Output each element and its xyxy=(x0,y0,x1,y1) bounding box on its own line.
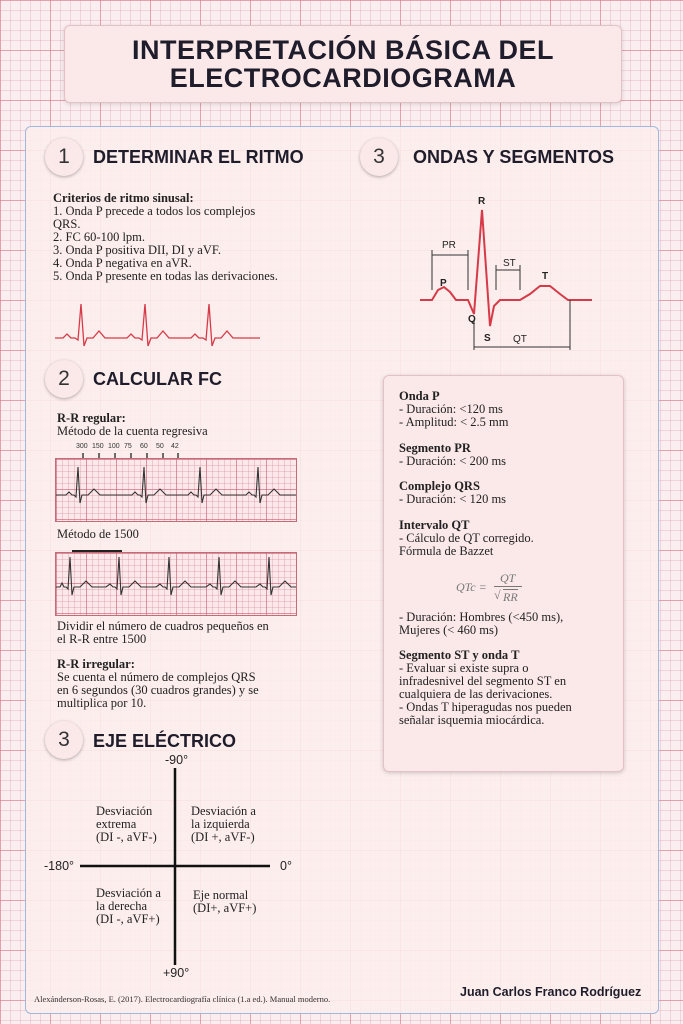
section-waves-number: 3 xyxy=(360,138,398,176)
bazzet-formula xyxy=(456,571,536,605)
countdown-value: 50 xyxy=(156,443,164,450)
method-1500-label: Método de 1500 xyxy=(57,527,139,541)
criteria-item: 4. Onda P negativa en aVR. xyxy=(53,256,192,270)
countdown-value: 75 xyxy=(124,443,132,450)
intervalo-qt-line: - Duración: Hombres (<450 ms), xyxy=(399,610,564,624)
page-title-line-1: INTERPRETACIÓN BÁSICA DEL xyxy=(131,35,554,65)
ecg-wave-diagram xyxy=(420,190,600,360)
sqrt-icon: √ xyxy=(494,588,501,602)
segmento-pr-line: - Duración: < 200 ms xyxy=(399,454,507,468)
irregular-rr-line: multiplica por 10. xyxy=(57,696,147,710)
quadrant-line: (DI+, aVF+) xyxy=(193,901,257,915)
label-t: T xyxy=(542,271,549,282)
countdown-ecg-trace xyxy=(56,459,296,521)
segmento-st-heading: Segmento ST y onda T xyxy=(399,648,520,662)
irregular-rr-line: en 6 segundos (30 cuadros grandes) y se xyxy=(57,683,259,697)
label-pr: PR xyxy=(442,240,456,251)
section-1-title: DETERMINAR EL RITMO xyxy=(93,147,304,167)
segmento-st-line: infradesnivel del segmento ST en xyxy=(399,674,567,688)
onda-p-line: - Duración: <120 ms xyxy=(399,402,503,416)
fraction-bar xyxy=(494,586,522,587)
onda-p-block xyxy=(399,390,509,429)
countdown-value: 150 xyxy=(92,443,104,450)
intervalo-qt-heading: Intervalo QT xyxy=(399,518,470,532)
countdown-value: 100 xyxy=(108,443,120,450)
criteria-heading: Criterios de ritmo sinusal: xyxy=(53,191,194,205)
quadrant-top-left xyxy=(96,805,157,844)
criteria-item: 5. Onda P presente en todas las derivaciones. xyxy=(53,269,278,283)
quadrant-line: Desviación a xyxy=(96,886,161,900)
rhythm-criteria xyxy=(53,192,278,283)
irregular-rr-block xyxy=(57,658,259,710)
method-1500-desc xyxy=(57,620,269,646)
section-axis-number: 3 xyxy=(45,721,83,759)
complejo-qrs-line: - Duración: < 120 ms xyxy=(399,492,507,506)
reference-citation: Alexánderson-Rosas, E. (2017). Electrocardiografía clínica (1.a ed.). Manual moderno. xyxy=(34,994,331,1004)
onda-p-heading: Onda P xyxy=(399,389,440,403)
countdown-method-label: Método de la cuenta regresiva xyxy=(57,424,208,438)
method-1500-line: el R-R entre 1500 xyxy=(57,632,147,646)
formula-denominator: RR xyxy=(503,590,518,604)
quadrant-line: Eje normal xyxy=(193,888,249,902)
criteria-item: 2. FC 60-100 lpm. xyxy=(53,230,146,244)
intervalo-qt-line: Fórmula de Bazzet xyxy=(399,544,494,558)
formula-numerator: QT xyxy=(500,571,516,585)
segmento-st-line: - Evaluar si existe supra o xyxy=(399,661,529,675)
label-s: S xyxy=(484,333,491,344)
formula-lhs: QTc = xyxy=(456,580,487,594)
segmento-st-line: señalar isquemia miocárdica. xyxy=(399,713,545,727)
quadrant-bottom-left xyxy=(96,887,161,926)
quadrant-line: extrema xyxy=(96,817,137,831)
complejo-qrs-heading: Complejo QRS xyxy=(399,479,480,493)
quadrant-line: la derecha xyxy=(96,899,148,913)
axis-diagram xyxy=(60,760,300,970)
section-2-number: 2 xyxy=(45,360,83,398)
regular-rr-block xyxy=(57,412,208,438)
wave-values-box xyxy=(383,375,624,772)
criteria-item: 3. Onda P positiva DII, DI y aVF. xyxy=(53,243,221,257)
page-title-line-2: ELECTROCARDIOGRAMA xyxy=(169,63,517,93)
intervalo-qt-line: - Cálculo de QT corregido. xyxy=(399,531,534,545)
author-name: Juan Carlos Franco Rodríguez xyxy=(460,985,642,999)
countdown-value: 42 xyxy=(171,443,179,450)
criteria-item: 1. Onda P precede a todos los complejos xyxy=(53,204,256,218)
regular-rr-heading: R-R regular: xyxy=(57,411,126,425)
method-1500-line: Dividir el número de cuadros pequeños en xyxy=(57,619,269,633)
intervalo-qt-line: Mujeres (< 460 ms) xyxy=(399,623,499,637)
intervalo-qt-duration xyxy=(399,611,563,637)
quadrant-line: (DI +, aVF-) xyxy=(191,830,255,844)
quadrant-line: (DI -, aVF+) xyxy=(96,912,160,926)
section-waves-title: ONDAS Y SEGMENTOS xyxy=(413,147,615,167)
label-q: Q xyxy=(468,314,476,325)
label-r: R xyxy=(478,196,486,207)
countdown-value: 300 xyxy=(76,443,88,450)
sinus-rhythm-trace xyxy=(55,300,265,350)
quadrant-line: (DI -, aVF-) xyxy=(96,830,157,844)
segmento-pr-heading: Segmento PR xyxy=(399,441,471,455)
quadrant-top-right xyxy=(191,805,256,844)
label-st: ST xyxy=(503,258,516,269)
irregular-rr-line: Se cuenta el número de complejos QRS xyxy=(57,670,256,684)
complejo-qrs-block xyxy=(399,480,506,506)
method-1500-ecg-trace xyxy=(56,553,296,615)
quadrant-bottom-right xyxy=(193,889,256,915)
criteria-item: QRS. xyxy=(53,217,81,231)
intervalo-qt-block xyxy=(399,519,534,558)
segmento-pr-block xyxy=(399,442,506,468)
section-axis-title: EJE ELÉCTRICO xyxy=(93,731,237,751)
quadrant-line: Desviación xyxy=(96,804,153,818)
segmento-st-line: cualquiera de las derivaciones. xyxy=(399,687,553,701)
section-1-number: 1 xyxy=(45,138,83,176)
countdown-value: 60 xyxy=(140,443,148,450)
label-qt: QT xyxy=(513,334,527,345)
axis-bottom-label: +90° xyxy=(163,966,190,980)
countdown-ecg-strip xyxy=(55,458,297,522)
irregular-rr-heading: R-R irregular: xyxy=(57,657,135,671)
section-2-title: CALCULAR FC xyxy=(93,369,222,389)
method-1500-ecg-strip xyxy=(55,552,297,616)
label-p: P xyxy=(440,278,447,289)
axis-left-label: -180° xyxy=(44,859,75,873)
axis-top-label: -90° xyxy=(165,753,189,767)
segmento-st-line: - Ondas T hiperagudas nos pueden xyxy=(399,700,572,714)
onda-p-line: - Amplitud: < 2.5 mm xyxy=(399,415,509,429)
quadrant-line: la izquierda xyxy=(191,817,250,831)
axis-right-label: 0° xyxy=(280,859,292,873)
title-box xyxy=(64,25,622,103)
segmento-st-block xyxy=(399,649,572,727)
quadrant-line: Desviación a xyxy=(191,804,256,818)
